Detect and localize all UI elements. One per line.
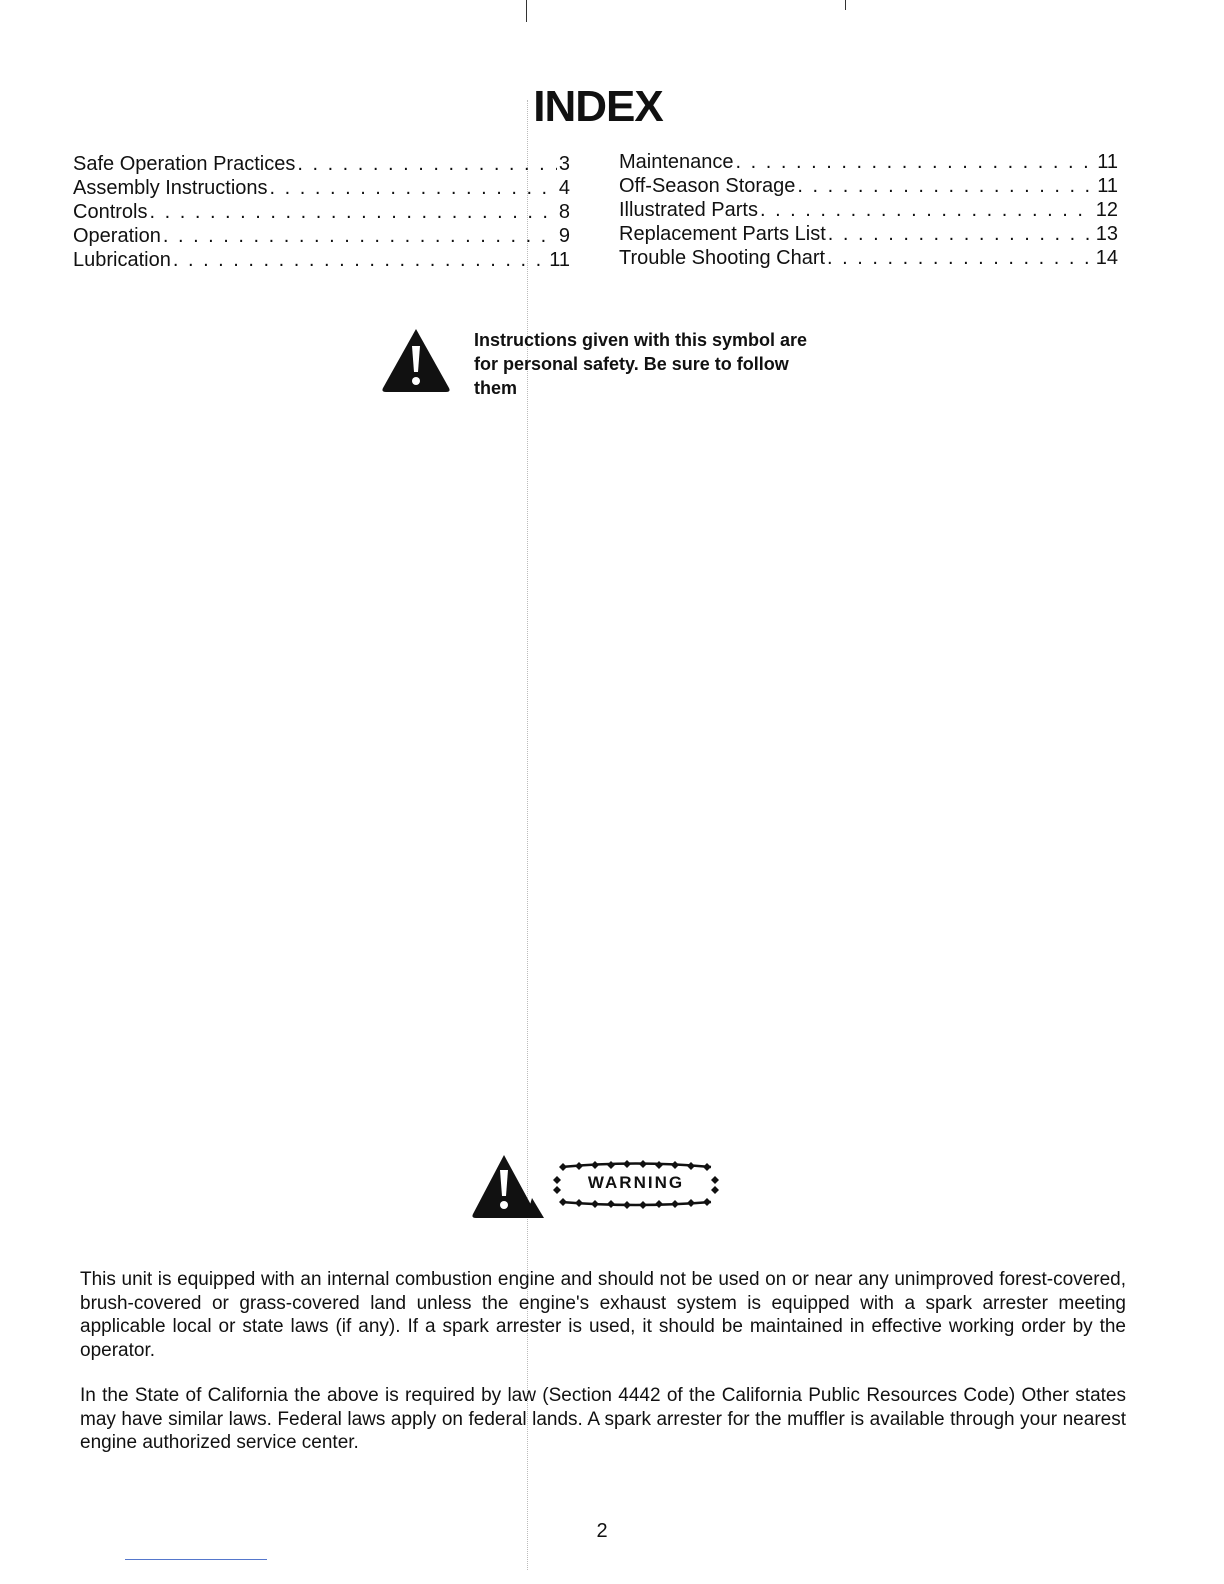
- toc-entry: [619, 222, 1118, 246]
- toc-entry: [73, 248, 570, 272]
- toc-entry-page: 14: [1095, 247, 1118, 269]
- warning-paragraph: This unit is equipped with an internal combustion engine and should not be used on or near any unimproved forest-covered, brush-covered or grass-covered land unless the engine's exhaust system is equipped with a spark arrester meeting applicable local or state laws (if any). If a spark arrester is used, it should be maintained in effective working order by the operator.: [80, 1269, 1126, 1361]
- toc-entry-label: Illustrated Parts: [619, 199, 758, 221]
- toc-entry-label: Maintenance: [619, 151, 734, 173]
- toc-leader-dots: [270, 176, 557, 200]
- toc-entry-page: 9: [558, 225, 570, 247]
- toc-entry: [73, 200, 570, 224]
- toc-entry-label: Off-Season Storage: [619, 175, 796, 197]
- toc-entry: [619, 174, 1118, 198]
- toc-entry: [73, 152, 570, 176]
- toc-leader-dots: [736, 150, 1096, 174]
- toc-entry-label: Replacement Parts List: [619, 223, 826, 245]
- toc-entry-label: Assembly Instructions: [73, 177, 268, 199]
- toc-left-column: [73, 152, 570, 272]
- toc-leader-dots: [760, 198, 1094, 222]
- toc-leader-dots: [827, 246, 1094, 270]
- warning-paragraph: In the State of California the above is required by law (Section 4442 of the California Public Resources Code) Other states may have similar laws. Federal laws apply on federal lands. A spark arrester for the muffler is available through your nearest engine authorized service center.: [80, 1385, 1126, 1453]
- warning-banner: [551, 1158, 721, 1210]
- safety-note-line: for personal safety. Be sure to follow: [474, 354, 789, 374]
- scan-artifact-line: [845, 0, 846, 10]
- toc-entry: [619, 198, 1118, 222]
- safety-note-line: Instructions given with this symbol are: [474, 330, 808, 350]
- toc-leader-dots: [828, 222, 1094, 246]
- toc-leader-dots: [149, 200, 556, 224]
- toc-entry-page: 3: [558, 153, 570, 175]
- toc-leader-dots: [163, 224, 557, 248]
- safety-note: [474, 328, 854, 400]
- toc-entry: [73, 224, 570, 248]
- toc-entry-page: 13: [1095, 223, 1118, 245]
- toc-leader-dots: [797, 174, 1095, 198]
- toc-entry-label: Safe Operation Practices: [73, 153, 296, 175]
- toc-entry-label: Lubrication: [73, 249, 171, 271]
- scan-artifact-underline: [125, 1559, 267, 1560]
- toc-entry-page: 12: [1095, 199, 1118, 221]
- toc-leader-dots: [297, 152, 557, 176]
- toc-entry-page: 11: [1097, 151, 1118, 173]
- toc-entry-page: 8: [558, 201, 570, 223]
- toc-entry-page: 11: [1097, 175, 1118, 197]
- scan-artifact-line: [526, 0, 527, 22]
- toc-right-column: [619, 150, 1118, 270]
- page-number: 2: [596, 1520, 608, 1542]
- toc-leader-dots: [173, 248, 547, 272]
- safety-note-line: them: [474, 378, 518, 398]
- toc-entry-label: Operation: [73, 225, 161, 247]
- toc-entry-label: Trouble Shooting Chart: [619, 247, 826, 269]
- toc-entry-page: 4: [558, 177, 570, 199]
- safety-alert-icon: [380, 326, 452, 394]
- warning-alert-icon: [470, 1152, 546, 1220]
- warning-banner-label: WARNING: [587, 1173, 685, 1192]
- toc-entry-page: 11: [549, 249, 570, 271]
- toc-entry: [619, 150, 1118, 174]
- toc-entry: [619, 246, 1118, 270]
- page-title: INDEX: [533, 82, 663, 131]
- toc-entry-label: Controls: [73, 201, 148, 223]
- toc-entry: [73, 176, 570, 200]
